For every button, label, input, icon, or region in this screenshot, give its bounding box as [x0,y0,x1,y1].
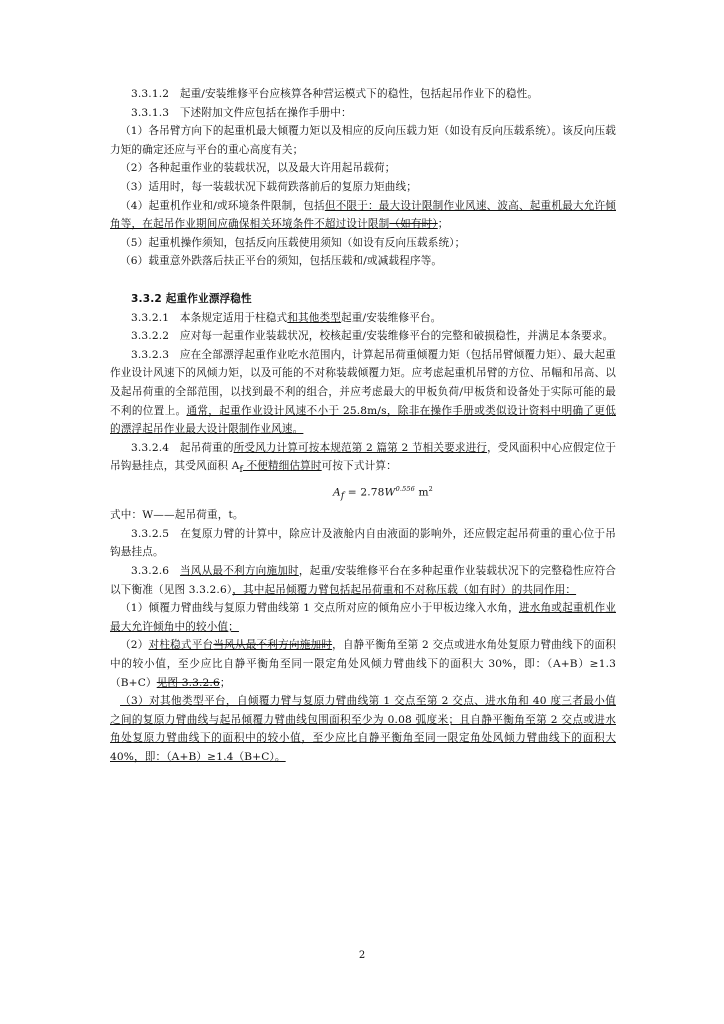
spacer [110,271,616,290]
deleted-text: 当风从最不利方向施加时 [213,639,333,652]
inserted-text: 进水角或起重机作业最大允许倾角中的较小值； [110,602,616,633]
clause-3-3-2-6: 3.3.2.6 当风从最不利方向施加时，起重/安装维修平台在多种起重作业装载状况下的完整稳性应符合以下衡准（见图 3.3.2.6），其中起吊倾覆力臂包括起吊荷重和不对称压载（如有时）的共同作用： [110,565,616,596]
criterion-2: （2）对柱稳式平台当风从最不利方向施加时，自静平衡角至第 2 交点或进水角处复原力臂曲线下的面积中的较小值，至少应比自静平衡角至同一限定角处风倾力臂曲线下的面积大 30%，即：（A+B）≥1.3（B+C）见图 3.3.2.6； [110,639,616,689]
inserted-text: 通常，起重作业设计风速不小于 25.8m/s，除非在操作手册或类似设计资料中明确了更低的漂浮起吊作业最大设计限制作业风速。 [110,404,616,436]
formula-legend: 式中：W——起吊荷重，t。 [110,509,244,522]
deleted-text: 见图 3.3.2.6 [156,676,220,689]
clause-3-3-1-3: 3.3.1.3 下述附加文件应包括在操作手册中： [131,106,352,119]
criterion-1: （1）倾覆力臂曲线与复原力臂曲线第 1 交点所对应的倾角应小于甲板边缘入水角，进水角或起重机作业最大允许倾角中的较小值； [110,602,616,633]
list-item-6: （6）载重意外跌落后扶正平台的须知，包括压载和/或减载程序等。 [120,255,443,268]
criterion-3: （3）对其他类型平台，自倾覆力臂与复原力臂曲线第 1 交点至第 2 交点、进水角和 40 度三者最小值之间的复原力臂曲线与起吊倾覆力臂曲线包围面积至少为 0.08 弧度米；且自静平衡角至第 2 交点或进水角处复原力臂曲线下的面积中的较小值，至少应比自静平衡角至同一限定角处风倾力臂曲线下的面积大 40%，即：（A+B）≥1.4（B+C）。 [110,695,616,763]
inserted-text: 对柱稳式平台 [148,639,214,652]
section-heading: 3.3.2 起重作业漂浮稳性 [131,292,252,305]
deleted-text: （如有时） [389,218,438,231]
list-item-5: （5）起重机操作须知，包括反向压载使用须知（如设有反向压载系统）； [120,236,466,249]
inserted-text: 所受风力计算可按本规范第 2 篇第 2 节相关要求进行 [233,441,488,454]
clause-3-3-2-2: 3.3.2.2 应对每一起重作业装载状况，校核起重/安装维修平台的完整和破损稳性，并满足本条要求。 [131,330,614,343]
clause-3-3-2-1: 3.3.2.1 本条规定适用于柱稳式和其他类型起重/安装维修平台。 [131,311,442,324]
inserted-text: 不便精细估算时 [242,460,322,473]
list-item-1: （1）各吊臂方向下的起重机最大倾覆力矩以及相应的反向压载力矩（如设有反向压载系统）。该反向压载力矩的确定还应与平台的重心高度有关； [110,125,616,156]
clause-3-3-2-4: 3.3.2.4 起吊荷重的所受风力计算可按本规范第 2 篇第 2 节相关要求进行，受风面积中心应假定位于吊钩悬挂点，其受风面积 $A_f$ 不便精细估算时可按下式计算： [110,441,616,476]
list-item-3: （3）适用时，每一装载状况下载荷跌落前后的复原力矩曲线； [120,180,417,193]
inserted-text: 和其他类型 [287,311,342,324]
document-page [110,85,616,767]
clause-3-3-1-2: 3.3.1.2 起重/安装维修平台应核算各种营运模式下的稳性，包括起吊作业下的稳性。 [131,88,539,100]
clause-3-3-2-5: 3.3.2.5 在复原力臂的计算中，除应计及液舱内自由液面的影响外，还应假定起吊荷重的重心位于吊钩悬挂点。 [110,527,616,559]
list-item-4: （4）起重机作业和/或环境条件限制，包括但不限于：最大设计限制作业风速、波高、起重机最大允许倾角等，在起吊作业期间应确保相关环境条件不超过设计限制（如有时）； [110,199,616,231]
list-item-2: （2）各种起重作业的装载状况，以及最大许用起吊载荷； [120,162,396,175]
clause-3-3-2-3: 3.3.2.3 应在全部漂浮起重作业吃水范围内，计算起吊荷重倾覆力矩（包括吊臂倾覆力矩）、最大起重作业设计风速下的风倾力矩，以及可能的不对称装载倾覆力矩。应考虑起重机吊臂的方位、吊幅和吊高、以及起吊荷重的全部范围，以找到最不利的组合，并应考虑最大的甲板负荷/甲板货和设备处于实际可能的最不利的位置上。通常，起重作业设计风速不小于 25.8m/s，除非在操作手册或类似设计资料中明确了更低的漂浮起吊作业最大设计限制作业风速。 [110,348,616,436]
wind-area-formula: $A_f = 2.78W^{0.556}$ $m^2$ [333,484,433,502]
inserted-text: 但不限于：最大设计限制作业风速、波高、起重机最大允许倾角等，在起吊作业期间应确保相关环境条件不超过设计限制 [110,199,616,231]
page-number: 2 [358,950,366,961]
inserted-text: 当风从最不利方向施加时 [179,565,299,577]
inserted-text: ，其中起吊倾覆力臂包括起吊荷重和不对称压载（如有时）的共同作用： [232,583,577,596]
